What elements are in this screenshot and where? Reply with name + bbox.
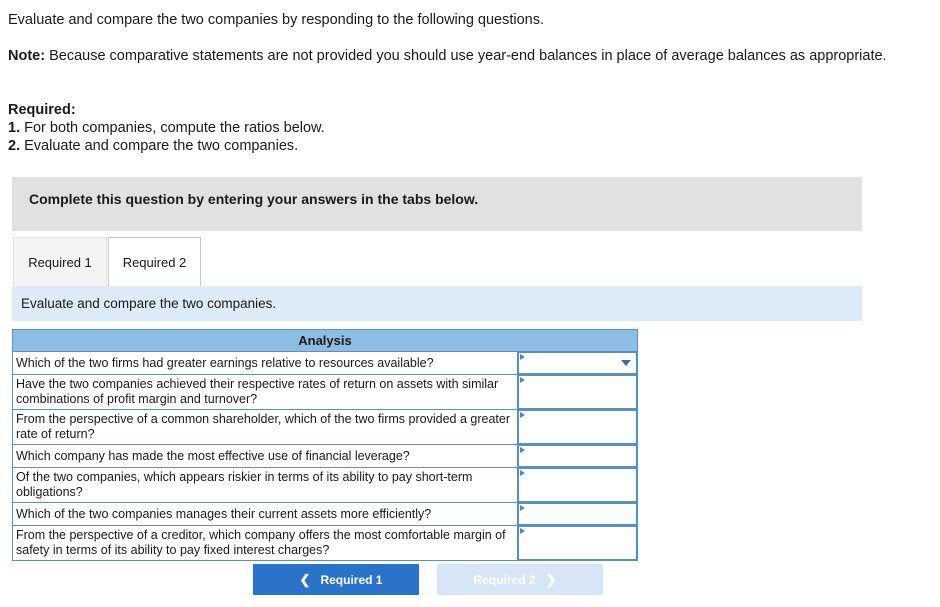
chevron-right-icon: ❯ bbox=[545, 571, 557, 587]
answer-dropdown[interactable] bbox=[518, 526, 637, 560]
answer-cell bbox=[518, 410, 638, 445]
tab-required-1[interactable]: Required 1 bbox=[13, 237, 107, 286]
intro-text: Evaluate and compare the two companies by responding to the following questions. bbox=[8, 12, 545, 28]
analysis-table bbox=[12, 329, 638, 561]
table-header: Analysis bbox=[13, 330, 638, 352]
answer-cell bbox=[518, 468, 638, 503]
answer-dropdown[interactable] bbox=[518, 468, 637, 502]
required-item bbox=[8, 137, 325, 155]
table-row bbox=[13, 445, 638, 468]
required-item-number: 1. bbox=[8, 120, 21, 136]
answer-dropdown[interactable] bbox=[518, 503, 637, 525]
chevron-left-icon: ❮ bbox=[299, 571, 311, 587]
question-cell: Which company has made the most effective use of financial leverage? bbox=[13, 445, 518, 468]
answer-dropdown[interactable] bbox=[518, 375, 637, 409]
question-cell: Of the two companies, which appears riskier in terms of its ability to pay short-term obligations? bbox=[13, 468, 518, 503]
table-row bbox=[13, 352, 638, 375]
required-item bbox=[8, 119, 325, 137]
answer-dropdown[interactable] bbox=[518, 445, 637, 467]
table-row bbox=[13, 375, 638, 410]
answer-cell bbox=[518, 352, 638, 375]
table-row bbox=[13, 503, 638, 526]
table-row bbox=[13, 468, 638, 503]
question-cell: From the perspective of a creditor, which company offers the most comfortable margin of safety in terms of its ability to pay fixed interest charges? bbox=[13, 526, 518, 561]
question-cell: Which of the two firms had greater earnings relative to resources available? bbox=[13, 352, 518, 375]
question-cell: Which of the two companies manages their current assets more efficiently? bbox=[13, 503, 518, 526]
required-item-text: For both companies, compute the ratios below. bbox=[20, 120, 325, 136]
answer-cell bbox=[518, 375, 638, 410]
caret-down-icon[interactable] bbox=[621, 360, 631, 366]
table-header-row bbox=[13, 330, 638, 352]
prev-button-label: Required 1 bbox=[320, 572, 383, 587]
next-button-label: Required 2 bbox=[473, 572, 536, 587]
table-row bbox=[13, 526, 638, 561]
answer-cell bbox=[518, 503, 638, 526]
required-item-number: 2. bbox=[8, 138, 21, 154]
tab-required-2[interactable]: Required 2 bbox=[108, 237, 201, 287]
note-label: Note: bbox=[8, 48, 46, 64]
required-heading: Required: bbox=[8, 102, 76, 118]
next-required-2-button[interactable] bbox=[437, 564, 603, 595]
answer-dropdown[interactable] bbox=[518, 352, 637, 374]
prompt-bar bbox=[12, 286, 862, 321]
table-row bbox=[13, 410, 638, 445]
answer-cell bbox=[518, 526, 638, 561]
note-paragraph bbox=[8, 47, 908, 65]
answer-cell bbox=[518, 445, 638, 468]
required-item-text: Evaluate and compare the two companies. bbox=[20, 138, 299, 154]
prompt-text: Evaluate and compare the two companies. bbox=[21, 296, 277, 311]
question-cell: Have the two companies achieved their respective rates of return on assets with similar combinations of profit margin and turnover? bbox=[13, 375, 518, 410]
note-text: Because comparative statements are not provided you should use year-end balances in place of average balances as appropriate. bbox=[45, 48, 887, 64]
instruction-bar bbox=[12, 177, 862, 231]
question-cell: From the perspective of a common shareholder, which of the two firms provided a greater rate of return? bbox=[13, 410, 518, 445]
required-section bbox=[8, 101, 325, 155]
instruction-text: Complete this question by entering your answers in the tabs below. bbox=[29, 191, 479, 207]
answer-dropdown[interactable] bbox=[518, 410, 637, 444]
prev-required-1-button[interactable] bbox=[253, 564, 419, 595]
